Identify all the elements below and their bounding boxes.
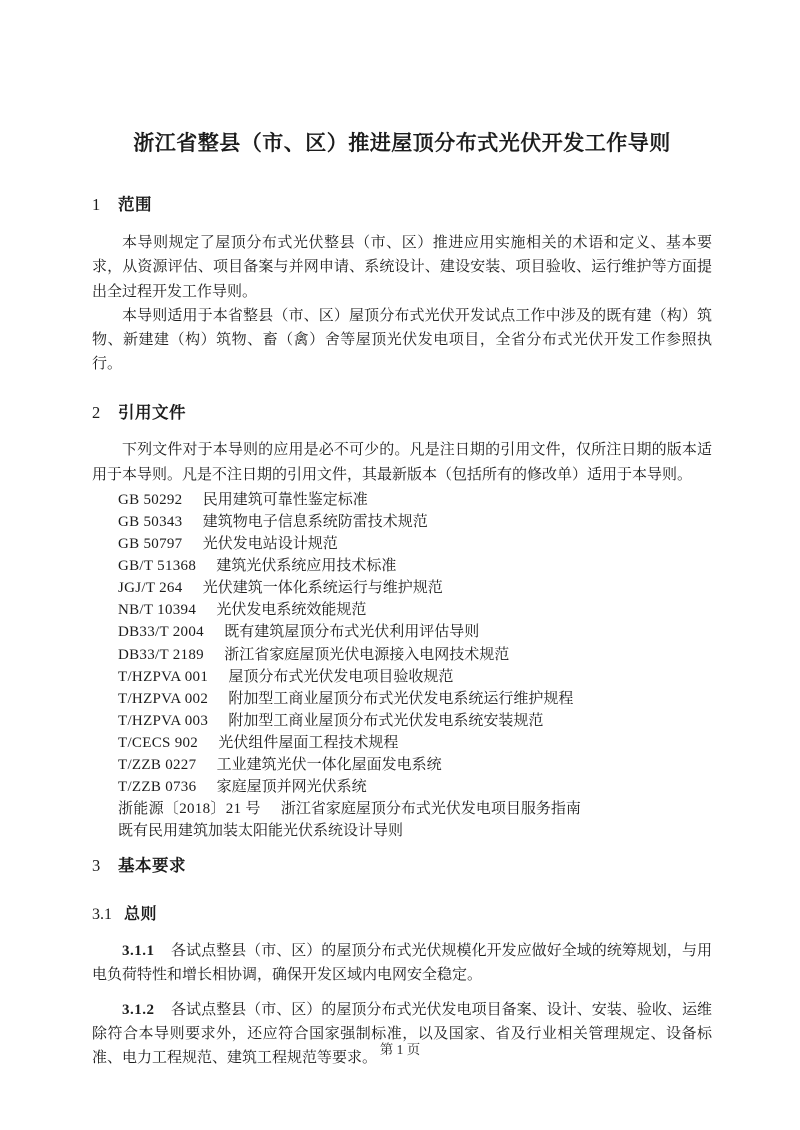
section-heading-requirements (92, 856, 712, 877)
reference-title: 建筑物电子信息系统防雷技术规范 (202, 514, 428, 531)
reference-title: 既有民用建筑加装太阳能光伏系统设计导则 (118, 823, 404, 840)
reference-item (118, 621, 712, 643)
reference-title: 光伏发电系统效能规范 (216, 602, 367, 619)
reference-code: T/HZPVA 003 (118, 712, 209, 729)
references-list (92, 489, 712, 843)
reference-title: 光伏组件屋面工程技术规程 (218, 734, 399, 751)
reference-item (118, 776, 712, 798)
reference-code: GB/T 51368 (118, 558, 197, 575)
reference-title: 附加型工商业屋顶分布式光伏发电系统安装规范 (228, 712, 544, 729)
reference-item (118, 533, 712, 555)
subsection-number: 3.1 (92, 906, 112, 924)
reference-item (118, 798, 712, 820)
reference-item (118, 599, 712, 621)
references-intro: 下列文件对于本导则的应用是必不可少的。凡是注日期的引用文件，仅所注日期的版本适用于本导则。凡是不注日期的引用文件，其最新版本（包括所有的修改单）适用于本导则。 (92, 442, 712, 483)
reference-code: DB33/T 2189 (118, 646, 204, 663)
reference-item (118, 754, 712, 776)
clause-3-1-1 (92, 939, 712, 988)
reference-item (118, 577, 712, 599)
reference-code: T/HZPVA 002 (118, 690, 209, 707)
reference-code: DB33/T 2004 (118, 624, 204, 641)
scope-paragraphs (92, 231, 712, 377)
section-label: 范围 (118, 195, 152, 215)
reference-title: 建筑光伏系统应用技术标准 (216, 558, 397, 575)
reference-code: GB 50797 (118, 536, 183, 553)
reference-item (118, 732, 712, 754)
reference-item (118, 666, 712, 688)
clause-text: 各试点整县（市、区）的屋顶分布式光伏发电项目备案、设计、安装、验收、运维除符合本导则要求外，还应符合国家强制标准，以及国家、省及行业相关管理规定、设备标准、电力工程规范、建筑工程规范等要求。 (92, 1001, 712, 1067)
reference-item (118, 688, 712, 710)
reference-title: 光伏建筑一体化系统运行与维护规范 (202, 580, 443, 597)
reference-title: 家庭屋顶并网光伏系统 (216, 779, 367, 796)
subsection-heading-general (92, 905, 712, 925)
page-number: 第 1 页 (379, 1042, 421, 1057)
reference-code: T/ZZB 0736 (118, 779, 197, 796)
reference-code: GB 50343 (118, 514, 183, 531)
reference-item (118, 489, 712, 511)
reference-title: 屋顶分布式光伏发电项目验收规范 (228, 668, 454, 685)
scope-paragraph-1: 本导则规定了屋顶分布式光伏整县（市、区）推进应用实施相关的术语和定义、基本要求，从资源评估、项目备案与并网申请、系统设计、建设安装、项目验收、运行维护等方面提出全过程开发工作导则。 (92, 234, 712, 300)
scope-paragraph-2: 本导则适用于本省整县（市、区）屋顶分布式光伏开发试点工作中涉及的既有建（构）筑物、新建建（构）筑物、畜（禽）舍等屋顶光伏发电项目，全省分布式光伏开发工作参照执行。 (92, 307, 712, 373)
clause-text: 各试点整县（市、区）的屋顶分布式光伏规模化开发应做好全域的统筹规划，与用电负荷特性和增长相协调，确保开发区域内电网安全稳定。 (92, 943, 712, 984)
reference-title: 浙江省家庭屋顶光伏电源接入电网技术规范 (224, 646, 510, 663)
section-number: 3 (92, 856, 101, 876)
clause-number: 3.1.1 (122, 943, 155, 960)
reference-item (118, 710, 712, 732)
reference-code: GB 50292 (118, 491, 183, 508)
reference-item (118, 555, 712, 577)
section-heading-references (92, 403, 712, 424)
document-title: 浙江省整县（市、区）推进屋顶分布式光伏开发工作导则 (133, 131, 671, 155)
reference-title: 光伏发电站设计规范 (202, 536, 338, 553)
reference-title: 工业建筑光伏一体化屋面发电系统 (216, 757, 442, 774)
reference-item (118, 644, 712, 666)
clause-number: 3.1.2 (122, 1001, 155, 1018)
section-label: 引用文件 (118, 402, 186, 422)
reference-code: JGJ/T 264 (118, 580, 183, 597)
reference-code: T/HZPVA 001 (118, 668, 209, 685)
reference-code: T/ZZB 0227 (118, 757, 197, 774)
section-heading-scope (92, 195, 712, 216)
section-number: 2 (92, 402, 101, 422)
section-number: 1 (92, 195, 101, 215)
clause-3-1-2 (92, 998, 712, 1071)
reference-title: 附加型工商业屋顶分布式光伏发电系统运行维护规程 (228, 690, 574, 707)
reference-code: 浙能源〔2018〕21 号 (118, 801, 261, 818)
subsection-label: 总则 (124, 906, 158, 924)
reference-title: 民用建筑可靠性鉴定标准 (202, 491, 368, 508)
reference-code: T/CECS 902 (118, 734, 199, 751)
section-label: 基本要求 (118, 856, 186, 876)
reference-title: 浙江省家庭屋顶分布式光伏发电项目服务指南 (280, 801, 581, 818)
references-intro-wrap (92, 438, 712, 487)
reference-item (118, 511, 712, 533)
reference-code: NB/T 10394 (118, 602, 197, 619)
reference-title: 既有建筑屋顶分布式光伏利用评估导则 (224, 624, 480, 641)
reference-item (118, 820, 712, 842)
